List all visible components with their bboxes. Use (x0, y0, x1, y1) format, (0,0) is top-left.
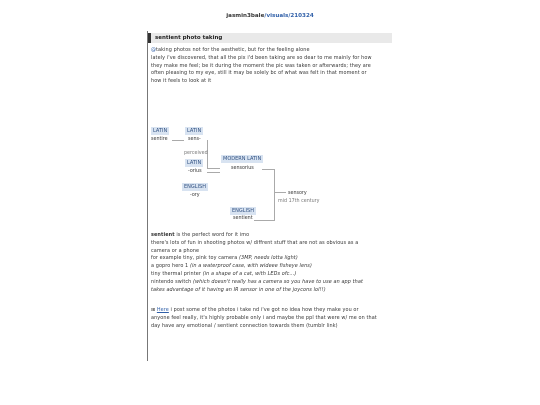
connector (254, 220, 274, 221)
body-line: camera or a phone (151, 247, 200, 254)
connector (274, 192, 286, 193)
header-separator: / (264, 13, 267, 19)
blog-header (0, 13, 540, 19)
mention-icon[interactable]: @ (151, 47, 156, 53)
node-english-ory-word: -ory (190, 193, 200, 198)
body-line: for example tiny, pink toy camera (3MP, needs lotta light) (151, 255, 298, 262)
node-latin-orius-lang: LATIN (187, 160, 202, 166)
footer-line: i post some of the photos i take nd i've got no idea how they make you or (168, 307, 359, 313)
intro-line: taking photos not for the aesthetic, but for the feeling alone (156, 47, 310, 53)
intro-paragraph (151, 47, 391, 86)
node-modern-latin-word: sensorius (231, 166, 254, 171)
node-sensory-note: mid 17th century (278, 199, 320, 204)
body-line: takes advantage of it having an IR sensor in one of the joycons lol!!) (151, 286, 326, 293)
node-english-ory-lang: ENGLISH (184, 184, 206, 190)
body-line: there's lots of fun in shooting photos w/ diffrent stuff that are not as obvious as a (151, 239, 359, 246)
perceived-note: perceived (184, 151, 208, 156)
etymology-tree (148, 96, 348, 206)
intro-line: how it feels to look at it (151, 78, 212, 85)
post-title: sentient photo taking (148, 33, 392, 43)
footer-paragraph (151, 307, 391, 330)
post (147, 31, 392, 361)
node-latin-orius-word: -orius (188, 169, 202, 174)
connector (172, 140, 184, 141)
body-line: tiny thermal printer (in a shape of a cat, with LEDs ofc...) (151, 270, 297, 277)
intro-line: often pleasing to my eye, still it may be solely bc of what was felt in that moment or (151, 70, 367, 77)
node-latin-sens-lang: LATIN (187, 128, 202, 134)
footer-line: day have any emotional / sentient connection towards them (tumblr link) (151, 322, 338, 329)
footer-line: anyone feel really, it's highly probable only i and maybe the ppl that were w/ me on that (151, 314, 377, 321)
node-sensory-word: sensory (288, 191, 307, 196)
node-modern-latin-lang: MODERN LATIN (223, 156, 262, 162)
node-english-sentient-word: sentient (233, 216, 253, 221)
body-line: is the perfect word for it imo (174, 232, 250, 238)
intro-line: they make me feel; be it during the moment the pic was taken or afterwards; they are (151, 62, 371, 69)
body-line: a gopro hero 1 (in a waterproof case, with wideee fisheye lens) (151, 263, 312, 270)
connector (262, 169, 274, 170)
here-link[interactable]: Here (156, 307, 169, 313)
node-english-sentient-lang: ENGLISH (232, 208, 254, 214)
node-latin-sentire-word: sentire (151, 137, 168, 142)
body-paragraph (151, 232, 391, 294)
intro-line: lately i've discovered, that all the pix i'd been taking are so dear to me mainly for how (151, 54, 372, 61)
body-line: nintendo switch (which doesn't really has a camera so you have to use an app that (151, 278, 363, 285)
node-latin-sentire-lang: LATIN (153, 128, 168, 134)
link-icon: ⊞ (151, 307, 156, 313)
node-latin-sens-word: sens- (188, 137, 201, 142)
header-user[interactable]: jasmin3bale (226, 13, 265, 19)
connector (274, 191, 275, 221)
connector (207, 172, 220, 173)
header-link[interactable]: visuals/210324 (266, 13, 314, 19)
connector (207, 168, 220, 169)
body-bold-word: sentient (151, 232, 175, 238)
